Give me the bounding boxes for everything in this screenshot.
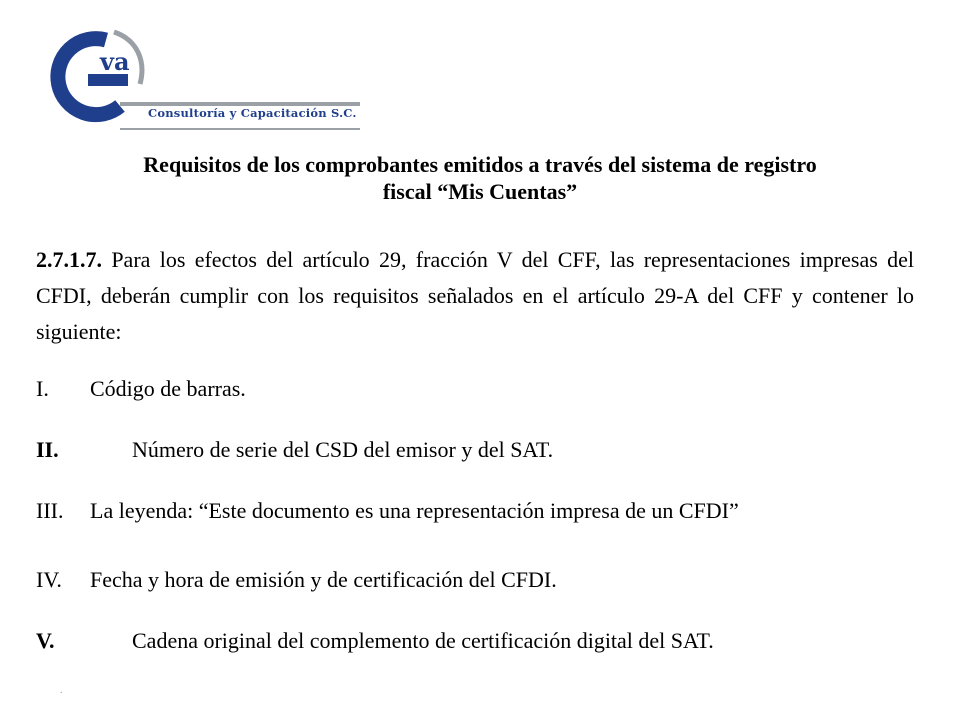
list-item-number: II. xyxy=(36,437,59,462)
list-item xyxy=(36,565,916,595)
rule-paragraph xyxy=(36,242,914,350)
list-item xyxy=(36,435,916,465)
list-item xyxy=(36,626,916,656)
list-item-number: I. xyxy=(36,376,49,401)
list-item-text: Código de barras. xyxy=(90,376,246,401)
list-item-number: III. xyxy=(36,498,64,523)
logo-caption: Consultoría y Capacitación S.C. xyxy=(148,106,357,120)
list-item-text: Número de serie del CSD del emisor y del SAT. xyxy=(132,437,554,462)
list-item-number: V. xyxy=(36,628,55,653)
rule-text: Para los efectos del artículo 29, fracción V del CFF, las representaciones impresas del CFDI, deberán cumplir con los requisitos señalados en el artículo 29-A del CFF y contener lo siguiente: xyxy=(36,247,914,344)
company-logo xyxy=(28,22,368,132)
footer-mark: . xyxy=(60,685,63,696)
page-title xyxy=(40,151,920,205)
title-line-1: Requisitos de los comprobantes emitidos a través del sistema de registro xyxy=(143,152,817,177)
list-item xyxy=(36,496,916,526)
rule-reference: 2.7.1.7. xyxy=(36,247,102,272)
title-line-2: fiscal “Mis Cuentas” xyxy=(382,179,578,204)
list-item-text: La leyenda: “Este documento es una representación impresa de un CFDI” xyxy=(90,498,739,523)
list-item-number: IV. xyxy=(36,567,62,592)
list-item-text: Cadena original del complemento de certificación digital del SAT. xyxy=(132,628,714,653)
list-item-text: Fecha y hora de emisión y de certificación del CFDI. xyxy=(90,567,557,592)
logo-letters: va xyxy=(100,47,130,76)
list-item xyxy=(36,374,916,404)
